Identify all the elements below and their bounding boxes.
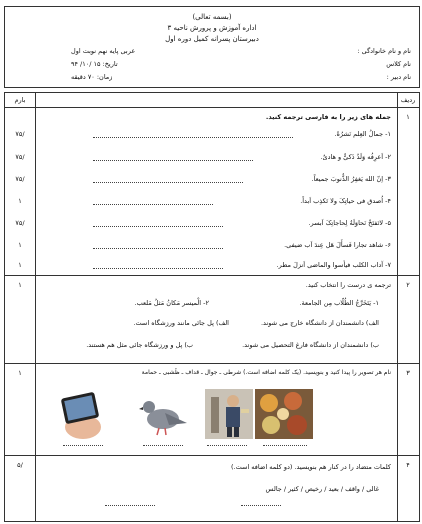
q1-item-3: ۳- اِنّ الله یَغفِرُ الذُّنوبَ جمیعاً. xyxy=(311,175,391,183)
q3-divider xyxy=(5,455,419,456)
q2-item-1: ۱- یَتَخَرَّجُ الطُلّاب مِن الجامعة. xyxy=(299,299,379,307)
q1-item-6: ۶- شاهد تجارا فَسأَلَ هَل عِندَ اَب ضیفی. xyxy=(284,241,391,249)
q1-item-5-score: ۷۵/ xyxy=(15,219,25,227)
office-title: اداره آموزش و پرورش ناحیه ۳ xyxy=(167,24,257,32)
snacks-image xyxy=(255,389,313,439)
mobile-phone-image xyxy=(53,389,109,439)
q4-words: غالی / واقف / بعید / رخیص / کثیر / جالس xyxy=(265,485,379,493)
q3-title: نام هر تصویر را پیدا کنید و بنویسید. (یک کلمه اضافه است.) شرطی ـ جوال ـ قداف ـ ظَشبی ـ حمامة xyxy=(141,369,391,376)
q1-item-2-score: ۷۵/ xyxy=(15,153,25,161)
q3-answer-line-2[interactable] xyxy=(143,445,183,446)
q4-answer-line-2[interactable] xyxy=(105,505,155,506)
q1-answer-line-1[interactable] xyxy=(93,137,293,138)
q1-item-5: ۵- لاتَفتَحْ نَحاوَلَهُ لِحاجاتِکَ اَبسر. xyxy=(308,219,391,227)
q1-item-1: ۱- جمالُ العِلم نَشرُهُ. xyxy=(334,130,391,138)
q3-score: ۱ xyxy=(18,369,22,377)
q2-score: ۱ xyxy=(18,281,22,289)
q1-item-1-score: ۷۵/ xyxy=(15,130,25,138)
q2-option-2a[interactable]: الف) پل جائی مانند ورزشگاه است. xyxy=(133,319,229,327)
q1-title: جمله های زیر را به فارسی ترجمه کنید. xyxy=(265,113,391,121)
q3-answer-line-3[interactable] xyxy=(207,445,247,446)
q1-answer-line-7[interactable] xyxy=(93,268,223,269)
q1-item-2: ۲- اَعرِفُه وَلَدٌ ذَکیٌّ و هادیٌ. xyxy=(320,153,391,161)
subject-label: عربی پایه نهم نوبت اول xyxy=(71,47,136,55)
header-divider xyxy=(5,107,419,108)
row-column-header: ردیف xyxy=(400,96,416,104)
exam-header xyxy=(4,6,420,88)
policeman-image xyxy=(205,389,253,439)
q2-number: ۲ xyxy=(406,281,410,289)
pigeon-image xyxy=(139,393,189,437)
q1-answer-line-3[interactable] xyxy=(93,182,243,183)
score-column-divider xyxy=(35,93,36,521)
q1-item-4: ۴- اُصدق فی حیاتِکَ ولا تَکذِب اَبداً. xyxy=(300,197,391,205)
question-table xyxy=(4,92,420,522)
q3-answer-line-4[interactable] xyxy=(263,445,307,446)
q2-title: ترجمه ی درست را انتخاب کنید. xyxy=(305,281,391,289)
q1-answer-line-2[interactable] xyxy=(93,160,253,161)
score-column-header: بارم xyxy=(14,96,26,104)
class-label: نام کلاس xyxy=(386,60,411,68)
school-title: دبیرستان پسرانه کمیل دوره اول xyxy=(165,35,259,43)
q1-answer-line-5[interactable] xyxy=(93,226,223,227)
row-column-divider xyxy=(397,93,398,521)
q1-item-3-score: ۷۵/ xyxy=(15,175,25,183)
q4-answer-line-1[interactable] xyxy=(241,505,281,506)
q1-answer-line-6[interactable] xyxy=(93,248,223,249)
q1-divider xyxy=(5,275,419,276)
q1-item-7: ۷- آداب الکلب فیأسوا والماضی اَنزلَ مطر. xyxy=(276,261,391,269)
q3-number: ۳ xyxy=(406,369,410,377)
q1-number: ۱ xyxy=(406,113,410,121)
q4-title: کلمات متضاد را در کنار هم بنویسید. (دو کلمه اضافه است.) xyxy=(231,463,391,471)
q1-item-6-score: ۱ xyxy=(18,241,22,249)
student-name-label: نام و نام خانوادگی : xyxy=(357,47,411,55)
q2-option-2b[interactable]: ب) پل و ورزشگاه جائی مثل هم هستند. xyxy=(86,341,193,349)
q2-divider xyxy=(5,363,419,364)
q3-answer-line-1[interactable] xyxy=(63,445,103,446)
q2-item-2: ۲- الْمیسر مَکانُ مَثلُ مَلعب. xyxy=(134,299,209,307)
bismillah: (بسمه تعالی) xyxy=(192,13,232,21)
q2-option-1b[interactable]: ب) دانشمندان از دانشگاه فارغ التحصیل می شوند. xyxy=(242,341,379,349)
q1-item-7-score: ۱ xyxy=(18,261,22,269)
date-label: تاریخ: ۱۵ /۱۰/ ۹۴ xyxy=(71,60,118,68)
q1-answer-line-4[interactable] xyxy=(93,204,213,205)
q4-score: ۵/ xyxy=(17,461,23,469)
time-label: زمان: ۷۰ دقیقه xyxy=(71,73,113,81)
q1-item-4-score: ۱ xyxy=(18,197,22,205)
q4-number: ۴ xyxy=(406,461,410,469)
q2-option-1a[interactable]: الف) دانشمندان از دانشگاه خارج می شوند. xyxy=(260,319,379,327)
teacher-label: نام دبیر : xyxy=(386,73,411,81)
